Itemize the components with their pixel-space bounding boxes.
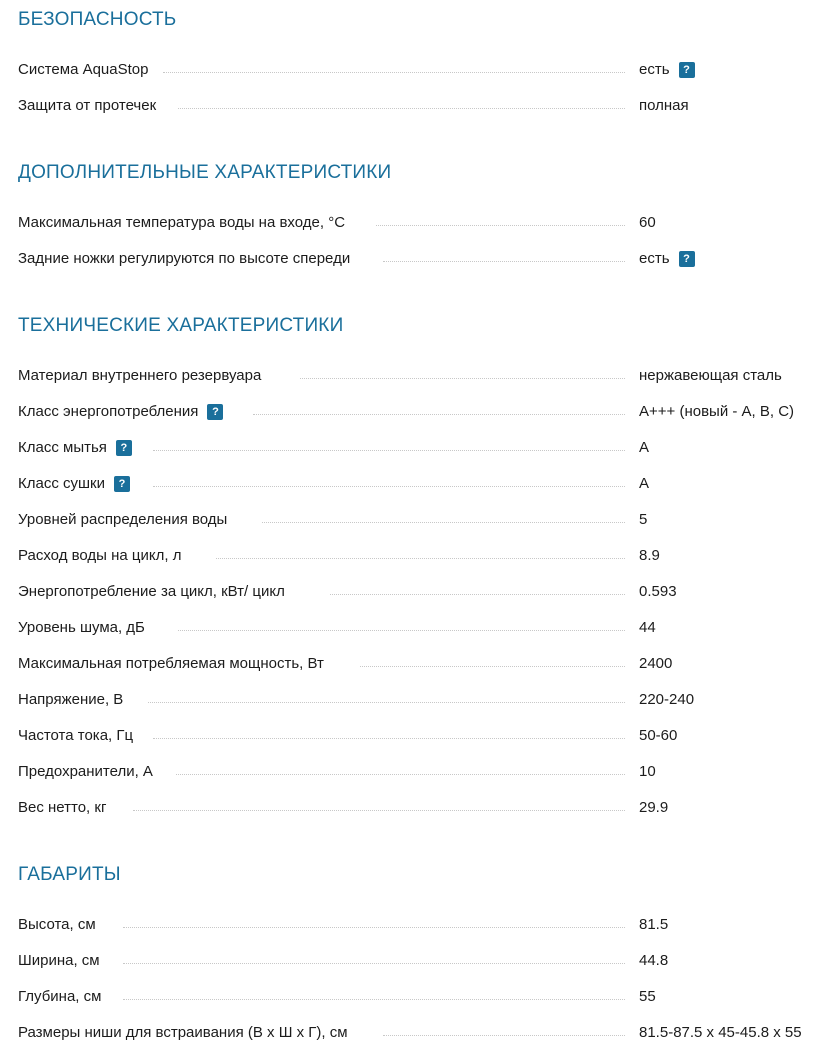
dotted-leader [178, 630, 625, 631]
spec-label: Вес нетто, кг [18, 799, 107, 816]
dotted-leader [123, 963, 625, 964]
spec-label: Класс энергопотребления ? [18, 401, 223, 423]
spec-value: полная [639, 97, 689, 114]
spec-label: Высота, см [18, 916, 96, 933]
spec-row-energy-class [18, 401, 830, 423]
spec-row-niche-dimensions [18, 1022, 830, 1044]
spec-value: 55 [639, 988, 656, 1005]
dotted-leader [153, 486, 625, 487]
spec-row-frequency [18, 725, 830, 747]
spec-label: Максимальная температура воды на входе, °C [18, 214, 346, 231]
section-title-dimensions: ГАБАРИТЫ [18, 864, 121, 885]
dotted-leader [123, 927, 625, 928]
dotted-leader [383, 261, 625, 262]
spec-value: есть ? [639, 248, 695, 270]
spec-row-width [18, 950, 830, 972]
spec-row-noise-level [18, 617, 830, 639]
spec-label: Система AquaStop [18, 61, 149, 78]
spec-label: Уровень шума, дБ [18, 619, 145, 636]
dotted-leader [330, 594, 625, 595]
spec-label: Класс сушки ? [18, 473, 130, 495]
spec-label: Защита от протечек [18, 97, 157, 114]
spec-value: 2400 [639, 655, 673, 672]
spec-value: есть ? [639, 59, 695, 81]
spec-row-net-weight [18, 797, 830, 819]
spec-row-tank-material [18, 365, 830, 387]
spec-value: 5 [639, 511, 648, 528]
help-icon[interactable]: ? [679, 62, 695, 78]
dotted-leader [360, 666, 625, 667]
spec-label: Ширина, см [18, 952, 100, 969]
spec-label: Класс мытья ? [18, 437, 132, 459]
spec-value: 8.9 [639, 547, 660, 564]
dotted-leader [178, 108, 625, 109]
spec-row-spray-levels [18, 509, 830, 531]
spec-label: Уровней распределения воды [18, 511, 228, 528]
spec-value: 10 [639, 763, 656, 780]
dotted-leader [376, 225, 625, 226]
dotted-leader [148, 702, 625, 703]
spec-label: Глубина, см [18, 988, 102, 1005]
help-icon[interactable]: ? [207, 404, 223, 420]
dotted-leader [153, 450, 625, 451]
section-title-technical: ТЕХНИЧЕСКИЕ ХАРАКТЕРИСТИКИ [18, 315, 344, 336]
spec-value: 220-240 [639, 691, 695, 708]
section-title-safety: БЕЗОПАСНОСТЬ [18, 9, 177, 30]
spec-value: 60 [639, 214, 656, 231]
dotted-leader [253, 414, 625, 415]
section-title-additional: ДОПОЛНИТЕЛЬНЫЕ ХАРАКТЕРИСТИКИ [18, 162, 392, 183]
spec-row-height [18, 914, 830, 936]
dotted-leader [163, 72, 625, 73]
spec-row-water-consumption [18, 545, 830, 567]
spec-value: 50-60 [639, 727, 678, 744]
spec-label: Максимальная потребляемая мощность, Вт [18, 655, 324, 672]
spec-value: 44 [639, 619, 656, 636]
spec-value: 0.593 [639, 583, 677, 600]
dotted-leader [153, 738, 625, 739]
spec-value: A+++ (новый - A, B, C) [639, 403, 795, 420]
spec-value: A [639, 439, 650, 456]
dotted-leader [123, 999, 625, 1000]
dotted-leader [383, 1035, 625, 1036]
spec-value: нержавеющая сталь [639, 367, 782, 384]
dotted-leader [300, 378, 625, 379]
spec-value: 81.5 [639, 916, 669, 933]
spec-row-max-inlet-temp [18, 212, 830, 234]
spec-label: Расход воды на цикл, л [18, 547, 182, 564]
spec-label: Частота тока, Гц [18, 727, 134, 744]
dotted-leader [133, 810, 625, 811]
spec-row-energy-consumption [18, 581, 830, 603]
dotted-leader [176, 774, 625, 775]
spec-value: A [639, 475, 650, 492]
spec-label: Энергопотребление за цикл, кВт/ цикл [18, 583, 285, 600]
help-icon[interactable]: ? [679, 251, 695, 267]
dotted-leader [262, 522, 625, 523]
spec-label: Предохранители, А [18, 763, 153, 780]
spec-row-rear-feet [18, 248, 830, 270]
spec-row-drying-class [18, 473, 830, 495]
spec-row-depth [18, 986, 830, 1008]
spec-value: 44.8 [639, 952, 669, 969]
spec-row-leak-protection [18, 95, 830, 117]
help-icon[interactable]: ? [116, 440, 132, 456]
spec-value: 81.5-87.5 x 45-45.8 x 55 [639, 1024, 802, 1041]
spec-label: Материал внутреннего резервуара [18, 367, 262, 384]
spec-row-aquastop [18, 59, 830, 81]
spec-row-washing-class [18, 437, 830, 459]
spec-label: Напряжение, В [18, 691, 124, 708]
help-icon[interactable]: ? [114, 476, 130, 492]
spec-row-max-power [18, 653, 830, 675]
spec-row-fuses [18, 761, 830, 783]
dotted-leader [216, 558, 625, 559]
spec-label: Размеры ниши для встраивания (В х Ш х Г), см [18, 1024, 348, 1041]
spec-label: Задние ножки регулируются по высоте спереди [18, 250, 351, 267]
spec-value: 29.9 [639, 799, 669, 816]
spec-row-voltage [18, 689, 830, 711]
